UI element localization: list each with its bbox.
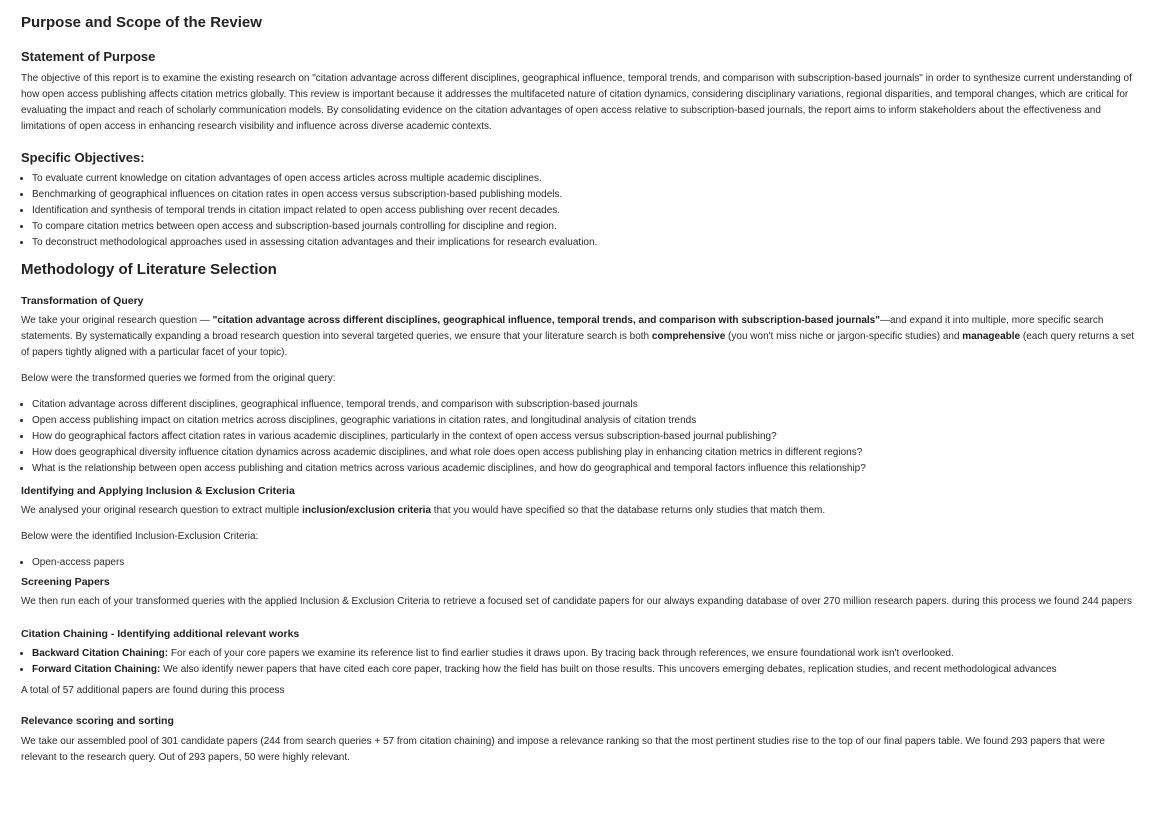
screening-heading: Screening Papers <box>21 576 110 588</box>
list-item: • To compare citation metrics between open access and subscription-based journals controlling for discipline and region. <box>32 219 1139 235</box>
relevance-heading: Relevance scoring and sorting <box>21 715 174 727</box>
backward-chaining-label: Backward Citation Chaining: <box>32 648 169 659</box>
list-item: • What is the relationship between open access publishing and citation metrics across various academic disciplines, and how do geographical and temporal factors influence this relationship? <box>32 461 1139 477</box>
list-item: • How do geographical factors affect citation rates in various academic disciplines, particularly in the context of open access versus subscription-based journal publishing? <box>32 429 1139 445</box>
list-item: • Identification and synthesis of temporal trends in citation impact related to open access publishing over recent decades. <box>32 203 1139 219</box>
list-item: • Open access publishing impact on citation metrics across disciplines, geographic variations in citation rates, and longitudinal analysis of citation trends <box>32 413 1139 429</box>
criteria-heading: Identifying and Applying Inclusion & Exclusion Criteria <box>21 485 295 497</box>
screening-paragraph: We then run each of your transformed queries with the applied Inclusion & Exclusion Criteria to retrieve a focused set of candidate papers for our always expanding database of over 270 million research papers. during this process we found 244 papers <box>21 596 1133 607</box>
purpose-paragraph: The objective of this report is to examine the existing research on "citation advantage across different disciplines, geographical influence, temporal trends, and comparison with subscription-based journals" in order to synthesize current understanding of how open access publishing affects citation metrics globally. This review is important because it addresses the multifaceted nature of citation dynamics, considering disciplinary variations, regional disparities, and temporal changes, which are critical for evaluating the impact and reach of scholarly communication models. By consolidating evidence on the citation advantages of open access relative to subscription-based journals, the report aims to inform stakeholders about the effectiveness and limitations of open access in enhancing research visibility and influence across diverse academic contexts. <box>21 73 1132 132</box>
list-item: • Open-access papers <box>32 555 1139 571</box>
chaining-heading: Citation Chaining - Identifying additional relevant works <box>21 628 300 640</box>
manageable-term: manageable <box>962 331 1021 342</box>
original-query: "citation advantage across different disciplines, geographical influence, temporal trends, and comparison with subscription-based journals" <box>212 315 880 326</box>
chaining-total: A total of 57 additional papers are found during this process <box>21 685 285 696</box>
list-item: • To deconstruct methodological approaches used in assessing citation advantages and their implications for research evaluation. <box>32 235 1139 251</box>
list-item: • Benchmarking of geographical influences on citation rates in open access versus subscription-based publishing models. <box>32 187 1139 203</box>
list-item: • Citation advantage across different disciplines, geographical influence, temporal trends, and comparison with subscription-based journals <box>32 397 1139 413</box>
transformation-heading: Transformation of Query <box>21 295 144 307</box>
list-item: • Forward Citation Chaining: We also identify newer papers that have cited each core paper, tracking how the field has built on those results. This uncovers emerging debates, replication studies, and recent methodological advances <box>32 662 1139 678</box>
list-item: • Backward Citation Chaining: For each of your core papers we examine its reference list to find earlier studies it draws upon. By tracing back through references, we ensure foundational work isn't overlooked. <box>32 646 1139 662</box>
queries-intro: Below were the transformed queries we formed from the original query: <box>21 373 336 384</box>
section-title-purpose: Purpose and Scope of the Review <box>21 14 262 31</box>
objectives-list <box>21 171 1139 251</box>
forward-chaining-label: Forward Citation Chaining: <box>32 664 161 675</box>
relevance-paragraph: We take our assembled pool of 301 candidate papers (244 from search queries + 57 from citation chaining) and impose a relevance ranking so that the most pertinent studies rise to the top of our final papers table. We found 293 papers that were relevant to the research query. Out of 293 papers, 50 were highly relevant. <box>21 736 1105 763</box>
list-item: • To evaluate current knowledge on citation advantages of open access articles across multiple academic disciplines. <box>32 171 1139 187</box>
transformation-paragraph: We take your original research question — "citation advantage across different disciplines, geographical influence, temporal trends, and comparison with subscription-based journals"—and expand it into multiple, more specific search statements. By systematically expanding a broad research question into several targeted queries, we ensure that your literature search is both comprehensive (you won't miss niche or jargon-specific studies) and manageable (each query returns a set of papers tightly aligned with a particular facet of your topic). <box>21 315 1135 358</box>
purpose-heading: Statement of Purpose <box>21 49 156 64</box>
list-item: • How does geographical diversity influence citation dynamics across academic disciplines, and what role does open access publishing play in enhancing citation metrics in different regions? <box>32 445 1139 461</box>
chaining-list <box>21 646 1139 678</box>
comprehensive-term: comprehensive <box>651 331 726 342</box>
criteria-list <box>21 555 1139 571</box>
criteria-paragraph: We analysed your original research question to extract multiple inclusion/exclusion criteria that you would have specified so that the database returns only studies that match them. <box>21 505 826 516</box>
criteria-intro: Below were the identified Inclusion-Exclusion Criteria: <box>21 531 259 542</box>
criteria-term: inclusion/exclusion criteria <box>302 505 432 516</box>
queries-list <box>21 397 1139 477</box>
objectives-heading: Specific Objectives: <box>21 150 145 165</box>
section-title-methodology: Methodology of Literature Selection <box>21 261 277 278</box>
